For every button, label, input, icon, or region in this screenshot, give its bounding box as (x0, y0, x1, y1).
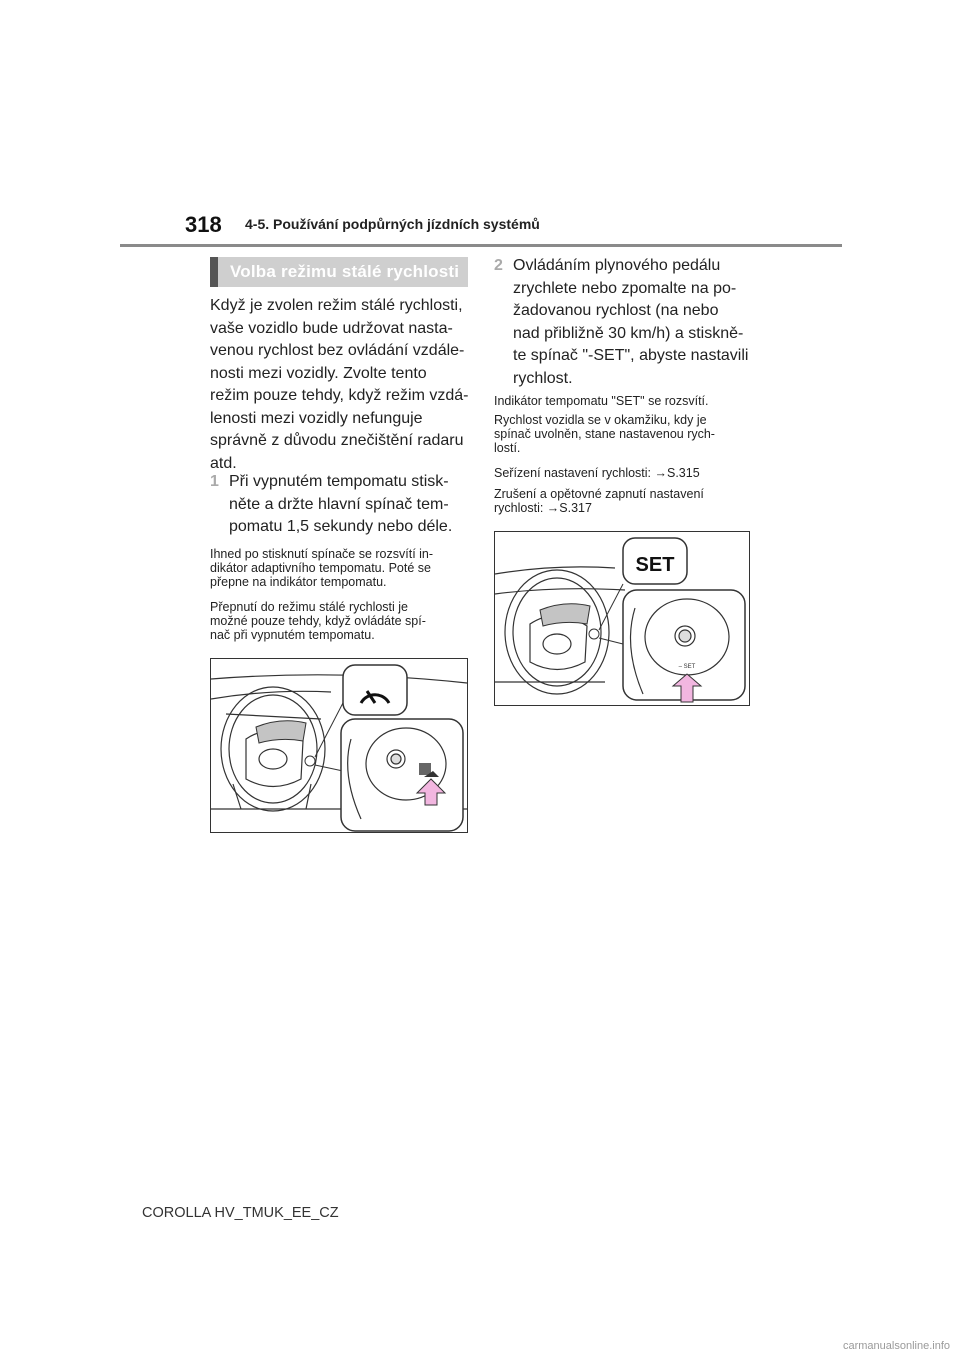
step-number: 1 (210, 473, 219, 490)
text-line: vaše vozidlo bude udržovat nasta- (210, 319, 453, 337)
text-line: venou rychlost bez ovládání vzdále- (210, 342, 465, 359)
text-line: Ihned po stisknutí spínače se rozsvítí in- (210, 547, 434, 561)
intro-paragraph (210, 295, 472, 475)
text-line: lenosti mezi vozidly nefunguje (210, 409, 423, 427)
text-line: atd. (210, 454, 237, 472)
section-heading (210, 257, 468, 287)
text-line: Rychlost vozidla se v okamžiku, kdy je (494, 413, 707, 427)
callout-box (343, 665, 407, 715)
text-line: pomatu 1,5 sekundy nebo déle. (229, 518, 453, 535)
text-line: Přepnutí do režimu stálé rychlosti je (210, 600, 409, 614)
header-divider (120, 244, 842, 247)
text-line: dikátor adaptivního tempomatu. Poté se (210, 561, 431, 575)
note-mode-switch (210, 600, 472, 642)
main-switch-icon (419, 763, 431, 775)
text-line: něte a držte hlavní spínač tem- (229, 495, 449, 513)
link-speed-adjust[interactable]: Seřízení nastavení rychlosti: →S.315 (494, 466, 700, 480)
note-set-indicator: Indikátor tempomatu "SET" se rozsvítí. (494, 394, 709, 408)
step-1 (210, 471, 472, 541)
steering-wheel-drawing (495, 532, 749, 705)
set-switch-label: – SET (678, 664, 696, 670)
watermark: carmanualsonline.info (842, 1340, 950, 1352)
text-line: Ovládáním plynového pedálu (513, 257, 721, 274)
text-line: režim pouze tehdy, když režim vzdá- (210, 387, 469, 404)
set-callout-label: SET (635, 554, 675, 576)
note-speed-set (494, 413, 764, 455)
text-line: Při vypnutém tempomatu stisk- (229, 473, 449, 490)
section-heading-text: Volba režimu stálé rychlosti (230, 262, 460, 281)
text-line: nosti mezi vozidly. Zvolte tento (210, 364, 427, 382)
note-indicator (210, 547, 472, 589)
chapter-title: 4-5. Používání podpůrných jízdních systémů (245, 216, 540, 232)
text-line: Zrušení a opětovné zapnutí nastavení (494, 487, 704, 501)
text-line: správně z důvodu znečištění radaru (210, 432, 464, 449)
text-line: spínač uvolněn, stane nastavenou rych- (494, 427, 715, 441)
page-number: 318 (185, 212, 222, 237)
link-cancel-resume[interactable] (494, 487, 764, 515)
illustration-set-switch (494, 531, 750, 706)
text-line: možné pouze tehdy, když ovládáte spí- (210, 614, 426, 628)
text-line: žadovanou rychlost (na nebo (513, 302, 719, 319)
steering-wheel-drawing (211, 659, 467, 832)
step-2 (494, 255, 764, 395)
step-number: 2 (494, 257, 503, 274)
illustration-cruise-main-switch (210, 658, 468, 833)
footer-model-code: COROLLA HV_TMUK_EE_CZ (142, 1205, 339, 1221)
text-line: Když je zvolen režim stálé rychlosti, (210, 297, 463, 314)
text-line: přepne na indikátor tempomatu. (210, 575, 387, 589)
text-line: rychlost. (513, 369, 573, 387)
text-line: te spínač "-SET", abyste nastavili (513, 347, 749, 364)
text-line: lostí. (494, 441, 521, 455)
text-line: nad přibližně 30 km/h) a stiskně- (513, 324, 744, 342)
text-line: nač při vypnutém tempomatu. (210, 628, 375, 642)
text-line: zrychlete nebo zpomalte na po- (513, 279, 737, 297)
text-line: rychlosti: →S.317 (494, 501, 592, 515)
